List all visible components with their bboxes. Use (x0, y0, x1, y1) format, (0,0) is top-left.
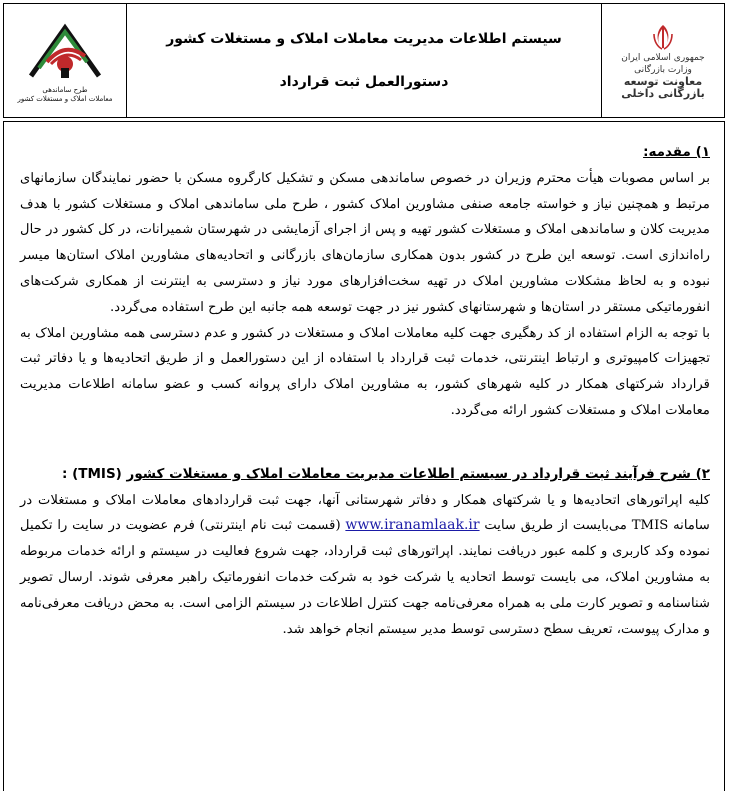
logo-caption-line1: طرح ساماندهی (42, 85, 88, 94)
section1-heading (20, 140, 710, 166)
doc-title: دستورالعمل ثبت قرارداد (279, 73, 449, 90)
document-header (3, 3, 725, 118)
section2-text-part2: (قسمت ثبت نام اینترنتی) فرم عضویت در سایت را تکمیل نموده وکد کاربری و کلمه عبور دریافت نمایند. اپراتورهای ثبت قرارداد، جهت شروع فعالیت در سیستم و ارائه خدمات مربوطه به مشاورین املاک، می بایست توسط اتحادیه یا شرکت خود به شرکت خدمات انفورماتیک راهبر معرفی شوند. ارسال تصویر شناسنامه و تصویر کارت ملی به همراه معرفی‌نامه جهت کنترل اطلاعات در سیستم الزامی است. به محض دریافت معرفی‌نامه و مدارک پیوست، تعریف سطح دسترسی توسط مدیر سیستم انجام خواهد شد. (20, 518, 710, 637)
header-title-cell (127, 4, 601, 117)
gov-line2: وزارت بازرگانی (634, 64, 692, 75)
gov-line3: معاونت توسعه بازرگانی داخلی (621, 74, 705, 100)
section1-heading-text: ۱) مقدمه: (643, 144, 710, 160)
system-title: سیستم اطلاعات مدیریت معاملات املاک و مستغلات کشور (166, 31, 562, 48)
iran-emblem-icon (648, 22, 678, 52)
iranamlaak-site-link[interactable]: www.iranamlaak.ir (345, 517, 480, 534)
house-logo-icon (25, 18, 105, 86)
project-logo (17, 18, 112, 104)
section2-heading-text: ۲) شرح فرآیند ثبت قرارداد در سیستم اطلاعات مدیریت معاملات املاک و مستغلات کشور (126, 465, 710, 482)
section1-paragraph2: با توجه به الزام استفاده از کد رهگیری جهت کلیه معاملات املاک و مستغلات در کشور و عدم دسترسی همه مشاورین املاک به تجهیزات کامپیوتری و ارتباط اینترنتی، خدمات ثبت قرارداد با استفاده از این دستورالعمل و از طریق اتحادیه‌ها و یا دفاتر ثبت قرارداد شرکتهای همکار در کلیه شهرهای کشور، به مشاورین املاک دارای پروانه کسب و عضو سامانه اطلاعات مدیریت معاملات املاک و مستغلات کشور ارائه می‌گردد. (20, 325, 710, 418)
section2-heading-suffix: (TMIS) : (62, 465, 122, 482)
section1-paragraph1: بر اساس مصوبات هیأت محترم وزیران در خصوص ساماندهی مسکن و تشکیل کارگروه مسکن با حضور نمایندگان سازمانهای مرتبط و همچنین نیاز و خواسته جامعه صنفی مشاورین املاک کشور ، طرح ملی ساماندهی املاک و مستغلات کشور با هدف مدیریت کلان و ساماندهی املاک و مستغلات کشور تهیه و پس از اجرای آزمایشی در شهرستان شمیرانات، در کل کشور در حال راه‌اندازی است. توسعه این طرح در کشور بدون همکاری سازمان‌های بازرگانی و اتحادیه‌های مشاورین املاک استان‌ها میسر نبوده و به لحاظ مشکلات مشاورین املاک در تهیه سخت‌افزارهای مورد نیاز و دسترسی به اینترنت از همکاری شرکت‌های انفورماتیکی مستقر در استان‌ها و شهرستانهای کشور نیز در جهت توسعه همه جانبه این طرح استفاده می‌گردد. (20, 170, 710, 315)
section2-paragraph (20, 488, 710, 643)
section-gap (20, 424, 710, 462)
gov-line1: جمهوری اسلامی ایران (621, 52, 705, 63)
document-content (20, 140, 710, 642)
project-logo-cell (4, 4, 127, 117)
section2-heading (20, 462, 710, 488)
government-emblem-cell (601, 4, 724, 117)
section2-text-part1: کلیه اپراتورهای اتحادیه‌ها و یا شرکتهای همکار و دفاتر شهرستانی آنها، جهت ثبت قراردادهای معاملات املاک و مستغلات در سامانه TMIS می‌بایست از طریق سایت (20, 492, 710, 534)
logo-caption-line2: معاملات املاک و مستغلات کشور (17, 94, 113, 103)
